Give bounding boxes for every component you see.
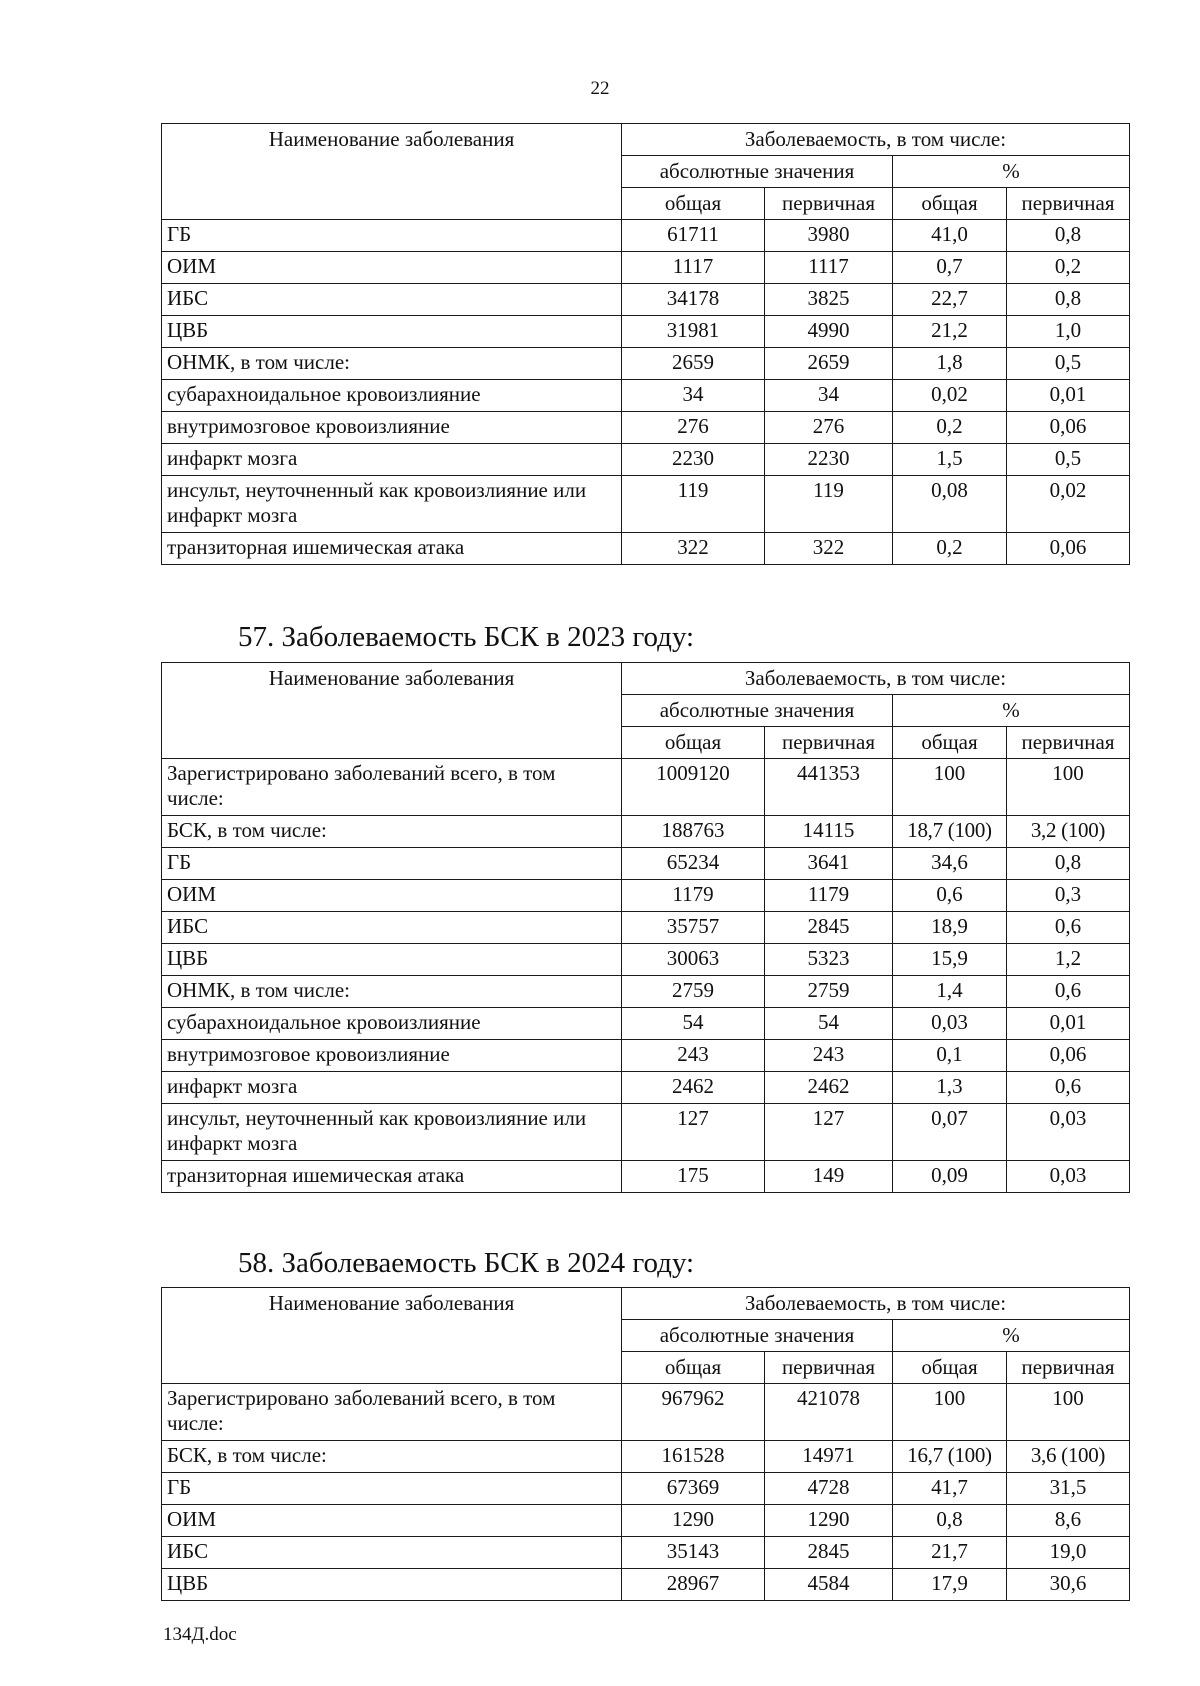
abs-primary-cell: 3825 xyxy=(765,284,893,316)
pct-primary-cell: 0,02 xyxy=(1007,476,1130,533)
header-pct-primary: первичная xyxy=(1007,727,1130,759)
pct-total-cell: 0,7 xyxy=(893,252,1007,284)
abs-total-cell: 54 xyxy=(622,1008,765,1040)
abs-primary-cell: 1290 xyxy=(765,1505,893,1537)
pct-total-cell: 1,8 xyxy=(893,348,1007,380)
morbidity-table-2024 xyxy=(161,1287,1130,1601)
header-percent: % xyxy=(893,1320,1130,1352)
disease-name-cell: ИБС xyxy=(162,1537,622,1569)
disease-name-cell: ОНМК, в том числе: xyxy=(162,976,622,1008)
pct-primary-cell: 0,8 xyxy=(1007,848,1130,880)
abs-total-cell: 30063 xyxy=(622,944,765,976)
pct-total-cell: 0,02 xyxy=(893,380,1007,412)
pct-primary-cell: 0,6 xyxy=(1007,976,1130,1008)
abs-total-cell: 28967 xyxy=(622,1569,765,1601)
header-pct-primary: первичная xyxy=(1007,1352,1130,1384)
abs-total-cell: 1009120 xyxy=(622,759,765,816)
pct-primary-cell: 0,06 xyxy=(1007,1040,1130,1072)
table-row xyxy=(162,252,1130,284)
disease-name-cell: БСК, в том числе: xyxy=(162,1441,622,1473)
abs-total-cell: 2230 xyxy=(622,444,765,476)
abs-total-cell: 35757 xyxy=(622,912,765,944)
pct-primary-cell: 0,2 xyxy=(1007,252,1130,284)
abs-total-cell: 276 xyxy=(622,412,765,444)
pct-total-cell: 21,2 xyxy=(893,316,1007,348)
pct-total-cell: 1,4 xyxy=(893,976,1007,1008)
abs-primary-cell: 4728 xyxy=(765,1473,893,1505)
abs-total-cell: 2759 xyxy=(622,976,765,1008)
table-row xyxy=(162,444,1130,476)
pct-total-cell: 15,9 xyxy=(893,944,1007,976)
pct-primary-cell: 0,6 xyxy=(1007,912,1130,944)
abs-primary-cell: 1117 xyxy=(765,252,893,284)
abs-primary-cell: 2759 xyxy=(765,976,893,1008)
pct-primary-cell: 0,06 xyxy=(1007,412,1130,444)
abs-primary-cell: 2462 xyxy=(765,1072,893,1104)
disease-name-cell: транзиторная ишемическая атака xyxy=(162,533,622,565)
pct-primary-cell: 8,6 xyxy=(1007,1505,1130,1537)
footer-filename: 134Д.doc xyxy=(163,1624,237,1645)
pct-total-cell: 0,2 xyxy=(893,533,1007,565)
pct-primary-cell: 0,5 xyxy=(1007,444,1130,476)
header-abs-primary: первичная xyxy=(765,1352,893,1384)
abs-primary-cell: 2230 xyxy=(765,444,893,476)
abs-primary-cell: 34 xyxy=(765,380,893,412)
abs-primary-cell: 3641 xyxy=(765,848,893,880)
table-row xyxy=(162,220,1130,252)
pct-total-cell: 16,7 (100) xyxy=(893,1441,1007,1473)
abs-total-cell: 35143 xyxy=(622,1537,765,1569)
abs-primary-cell: 14971 xyxy=(765,1441,893,1473)
section-heading-57: 57. Заболеваемость БСК в 2023 году: xyxy=(238,621,695,653)
abs-primary-cell: 54 xyxy=(765,1008,893,1040)
abs-primary-cell: 3980 xyxy=(765,220,893,252)
abs-total-cell: 2659 xyxy=(622,348,765,380)
abs-total-cell: 188763 xyxy=(622,816,765,848)
abs-total-cell: 2462 xyxy=(622,1072,765,1104)
pct-primary-cell: 0,01 xyxy=(1007,1008,1130,1040)
pct-total-cell: 0,1 xyxy=(893,1040,1007,1072)
abs-total-cell: 161528 xyxy=(622,1441,765,1473)
disease-name-cell: ИБС xyxy=(162,912,622,944)
abs-primary-cell: 276 xyxy=(765,412,893,444)
abs-primary-cell: 2845 xyxy=(765,1537,893,1569)
disease-name-cell: инсульт, неуточненный как кровоизлияние или инфаркт мозга xyxy=(162,476,622,533)
page-number: 22 xyxy=(590,78,610,99)
header-morbidity: Заболеваемость, в том числе: xyxy=(622,1288,1130,1320)
abs-primary-cell: 127 xyxy=(765,1104,893,1161)
table-row xyxy=(162,1537,1130,1569)
table-row xyxy=(162,1008,1130,1040)
pct-total-cell: 41,7 xyxy=(893,1473,1007,1505)
pct-total-cell: 34,6 xyxy=(893,848,1007,880)
pct-total-cell: 100 xyxy=(893,1384,1007,1441)
pct-primary-cell: 19,0 xyxy=(1007,1537,1130,1569)
pct-total-cell: 18,9 xyxy=(893,912,1007,944)
table-row xyxy=(162,759,1130,816)
table-row xyxy=(162,1104,1130,1161)
disease-name-cell: ОНМК, в том числе: xyxy=(162,348,622,380)
abs-total-cell: 127 xyxy=(622,1104,765,1161)
pct-total-cell: 21,7 xyxy=(893,1537,1007,1569)
table-row xyxy=(162,912,1130,944)
disease-name-cell: субарахноидальное кровоизлияние xyxy=(162,1008,622,1040)
morbidity-table-2023 xyxy=(161,662,1130,1193)
disease-name-cell: ОИМ xyxy=(162,252,622,284)
pct-primary-cell: 0,6 xyxy=(1007,1072,1130,1104)
pct-primary-cell: 100 xyxy=(1007,1384,1130,1441)
table-row xyxy=(162,533,1130,565)
header-percent: % xyxy=(893,156,1130,188)
disease-name-cell: Зарегистрировано заболеваний всего, в том числе: xyxy=(162,1384,622,1441)
abs-total-cell: 1290 xyxy=(622,1505,765,1537)
header-abs-total: общая xyxy=(622,1352,765,1384)
table-row xyxy=(162,476,1130,533)
disease-name-cell: ГБ xyxy=(162,220,622,252)
pct-primary-cell: 3,6 (100) xyxy=(1007,1441,1130,1473)
abs-total-cell: 119 xyxy=(622,476,765,533)
abs-total-cell: 31981 xyxy=(622,316,765,348)
table-row xyxy=(162,816,1130,848)
table-row xyxy=(162,316,1130,348)
disease-name-cell: ИБС xyxy=(162,284,622,316)
pct-primary-cell: 0,5 xyxy=(1007,348,1130,380)
disease-name-cell: инфаркт мозга xyxy=(162,1072,622,1104)
header-disease-name: Наименование заболевания xyxy=(162,663,622,759)
pct-primary-cell: 0,06 xyxy=(1007,533,1130,565)
pct-primary-cell: 100 xyxy=(1007,759,1130,816)
pct-primary-cell: 0,3 xyxy=(1007,880,1130,912)
disease-name-cell: внутримозговое кровоизлияние xyxy=(162,1040,622,1072)
table-row xyxy=(162,1441,1130,1473)
abs-primary-cell: 1179 xyxy=(765,880,893,912)
abs-primary-cell: 421078 xyxy=(765,1384,893,1441)
header-absolute: абсолютные значения xyxy=(622,695,893,727)
pct-total-cell: 0,2 xyxy=(893,412,1007,444)
disease-name-cell: внутримозговое кровоизлияние xyxy=(162,412,622,444)
header-morbidity: Заболеваемость, в том числе: xyxy=(622,663,1130,695)
abs-total-cell: 243 xyxy=(622,1040,765,1072)
disease-name-cell: инсульт, неуточненный как кровоизлияние или инфаркт мозга xyxy=(162,1104,622,1161)
abs-primary-cell: 2845 xyxy=(765,912,893,944)
table-row xyxy=(162,284,1130,316)
pct-total-cell: 18,7 (100) xyxy=(893,816,1007,848)
table-row xyxy=(162,1040,1130,1072)
abs-total-cell: 65234 xyxy=(622,848,765,880)
pct-total-cell: 0,08 xyxy=(893,476,1007,533)
pct-total-cell: 1,3 xyxy=(893,1072,1007,1104)
pct-primary-cell: 0,8 xyxy=(1007,284,1130,316)
pct-primary-cell: 1,0 xyxy=(1007,316,1130,348)
disease-name-cell: ОИМ xyxy=(162,1505,622,1537)
pct-total-cell: 1,5 xyxy=(893,444,1007,476)
table-row xyxy=(162,976,1130,1008)
pct-primary-cell: 0,8 xyxy=(1007,220,1130,252)
pct-primary-cell: 30,6 xyxy=(1007,1569,1130,1601)
header-abs-primary: первичная xyxy=(765,727,893,759)
header-pct-total: общая xyxy=(893,1352,1007,1384)
pct-total-cell: 41,0 xyxy=(893,220,1007,252)
table-row xyxy=(162,1505,1130,1537)
table-row xyxy=(162,848,1130,880)
section-heading-58: 58. Заболеваемость БСК в 2024 году: xyxy=(238,1247,695,1279)
pct-total-cell: 100 xyxy=(893,759,1007,816)
header-pct-total: общая xyxy=(893,727,1007,759)
table-row xyxy=(162,1161,1130,1193)
table-row xyxy=(162,1072,1130,1104)
pct-primary-cell: 0,03 xyxy=(1007,1104,1130,1161)
header-abs-total: общая xyxy=(622,727,765,759)
pct-total-cell: 0,8 xyxy=(893,1505,1007,1537)
pct-total-cell: 17,9 xyxy=(893,1569,1007,1601)
disease-name-cell: ГБ xyxy=(162,1473,622,1505)
abs-total-cell: 34178 xyxy=(622,284,765,316)
table-row xyxy=(162,944,1130,976)
disease-name-cell: транзиторная ишемическая атака xyxy=(162,1161,622,1193)
pct-total-cell: 0,09 xyxy=(893,1161,1007,1193)
disease-name-cell: ЦВБ xyxy=(162,944,622,976)
pct-primary-cell: 0,03 xyxy=(1007,1161,1130,1193)
header-abs-primary: первичная xyxy=(765,188,893,220)
table-row xyxy=(162,880,1130,912)
table-row xyxy=(162,380,1130,412)
abs-total-cell: 322 xyxy=(622,533,765,565)
disease-name-cell: БСК, в том числе: xyxy=(162,816,622,848)
header-percent: % xyxy=(893,695,1130,727)
header-abs-total: общая xyxy=(622,188,765,220)
disease-name-cell: ОИМ xyxy=(162,880,622,912)
table-row xyxy=(162,1384,1130,1441)
abs-total-cell: 175 xyxy=(622,1161,765,1193)
header-absolute: абсолютные значения xyxy=(622,1320,893,1352)
abs-primary-cell: 441353 xyxy=(765,759,893,816)
abs-primary-cell: 322 xyxy=(765,533,893,565)
pct-total-cell: 0,07 xyxy=(893,1104,1007,1161)
abs-total-cell: 1117 xyxy=(622,252,765,284)
abs-total-cell: 67369 xyxy=(622,1473,765,1505)
pct-total-cell: 0,6 xyxy=(893,880,1007,912)
header-pct-total: общая xyxy=(893,188,1007,220)
header-pct-primary: первичная xyxy=(1007,188,1130,220)
abs-total-cell: 967962 xyxy=(622,1384,765,1441)
pct-primary-cell: 31,5 xyxy=(1007,1473,1130,1505)
abs-primary-cell: 243 xyxy=(765,1040,893,1072)
abs-primary-cell: 4990 xyxy=(765,316,893,348)
abs-total-cell: 1179 xyxy=(622,880,765,912)
abs-primary-cell: 119 xyxy=(765,476,893,533)
table-row xyxy=(162,348,1130,380)
pct-primary-cell: 3,2 (100) xyxy=(1007,816,1130,848)
abs-total-cell: 61711 xyxy=(622,220,765,252)
disease-name-cell: Зарегистрировано заболеваний всего, в том числе: xyxy=(162,759,622,816)
disease-name-cell: ЦВБ xyxy=(162,1569,622,1601)
abs-primary-cell: 2659 xyxy=(765,348,893,380)
table-row xyxy=(162,1473,1130,1505)
disease-name-cell: ГБ xyxy=(162,848,622,880)
abs-primary-cell: 14115 xyxy=(765,816,893,848)
header-disease-name: Наименование заболевания xyxy=(162,1288,622,1384)
abs-primary-cell: 149 xyxy=(765,1161,893,1193)
pct-total-cell: 0,03 xyxy=(893,1008,1007,1040)
disease-name-cell: ЦВБ xyxy=(162,316,622,348)
abs-total-cell: 34 xyxy=(622,380,765,412)
pct-primary-cell: 1,2 xyxy=(1007,944,1130,976)
table-row xyxy=(162,1569,1130,1601)
header-morbidity: Заболеваемость, в том числе: xyxy=(622,124,1130,156)
abs-primary-cell: 4584 xyxy=(765,1569,893,1601)
abs-primary-cell: 5323 xyxy=(765,944,893,976)
pct-total-cell: 22,7 xyxy=(893,284,1007,316)
header-absolute: абсолютные значения xyxy=(622,156,893,188)
header-disease-name: Наименование заболевания xyxy=(162,124,622,220)
morbidity-table-continued xyxy=(161,123,1130,565)
disease-name-cell: инфаркт мозга xyxy=(162,444,622,476)
pct-primary-cell: 0,01 xyxy=(1007,380,1130,412)
table-row xyxy=(162,412,1130,444)
disease-name-cell: субарахноидальное кровоизлияние xyxy=(162,380,622,412)
